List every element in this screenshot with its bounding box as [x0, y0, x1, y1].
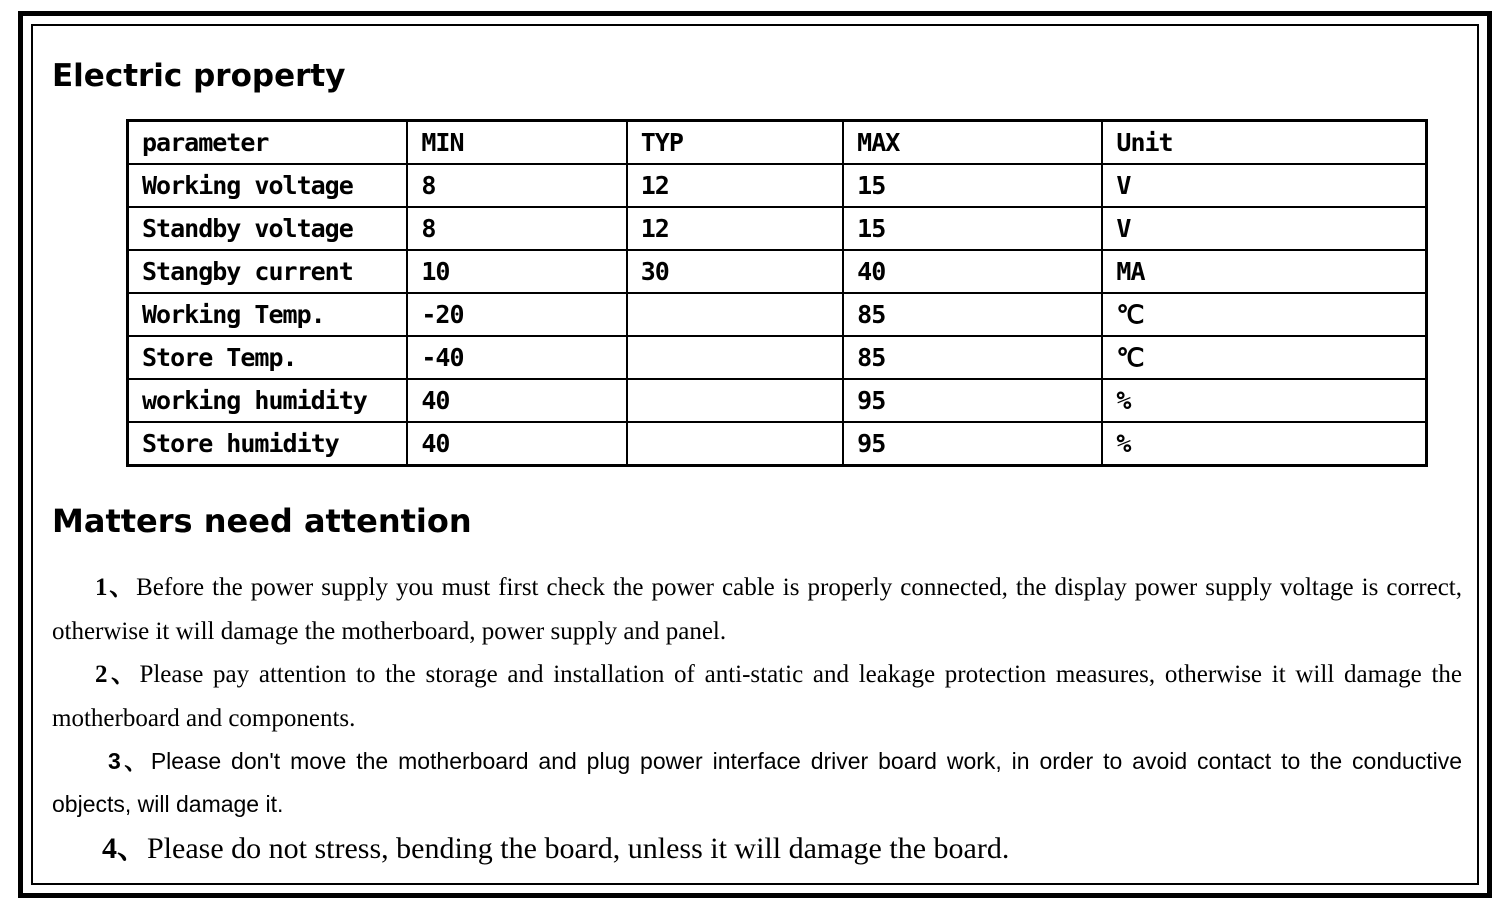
cell-typ: 12: [627, 207, 843, 250]
cell-typ: 12: [627, 164, 843, 207]
electric-property-table: [126, 119, 1428, 467]
cell-max: 85: [843, 293, 1102, 336]
cell-min: 8: [407, 207, 626, 250]
cell-min: 40: [407, 379, 626, 422]
cell-unit: %: [1102, 379, 1426, 422]
table-row: [128, 164, 1427, 207]
cell-min: 40: [407, 422, 626, 466]
cell-parameter: Standby voltage: [128, 207, 408, 250]
cell-parameter: Working Temp.: [128, 293, 408, 336]
attention-notes: [52, 566, 1462, 872]
header-max: MAX: [843, 121, 1102, 165]
cell-max: 15: [843, 207, 1102, 250]
cell-min: -40: [407, 336, 626, 379]
table-row: [128, 293, 1427, 336]
note-item: [52, 566, 1462, 653]
cell-max: 95: [843, 422, 1102, 466]
cell-max: 40: [843, 250, 1102, 293]
table-row: [128, 207, 1427, 250]
cell-unit: ℃: [1102, 336, 1426, 379]
note-number: 4、: [102, 832, 147, 865]
cell-max: 85: [843, 336, 1102, 379]
cell-typ: [627, 293, 843, 336]
cell-unit: MA: [1102, 250, 1426, 293]
cell-unit: ℃: [1102, 293, 1426, 336]
note-number: 3、: [108, 748, 151, 774]
cell-unit: V: [1102, 207, 1426, 250]
cell-unit: %: [1102, 422, 1426, 466]
cell-max: 95: [843, 379, 1102, 422]
cell-parameter: Store humidity: [128, 422, 408, 466]
matters-need-attention-heading: Matters need attention: [52, 502, 472, 540]
cell-unit: V: [1102, 164, 1426, 207]
cell-typ: [627, 336, 843, 379]
cell-typ: [627, 379, 843, 422]
cell-parameter: Working voltage: [128, 164, 408, 207]
table-row: [128, 379, 1427, 422]
cell-parameter: Store Temp.: [128, 336, 408, 379]
cell-min: -20: [407, 293, 626, 336]
electric-property-heading: Electric property: [52, 58, 346, 94]
table-row: [128, 336, 1427, 379]
header-min: MIN: [407, 121, 626, 165]
note-text: Please do not stress, bending the board, unless it will damage the board.: [147, 832, 1010, 865]
header-typ: TYP: [627, 121, 843, 165]
note-number: 2、: [95, 661, 140, 688]
note-text: Please pay attention to the storage and installation of anti-static and leakage protection measures, otherwise it will damage the motherboard and components.: [52, 661, 1462, 732]
cell-max: 15: [843, 164, 1102, 207]
header-unit: Unit: [1102, 121, 1426, 165]
table-row: [128, 422, 1427, 466]
header-parameter: parameter: [128, 121, 408, 165]
note-number: 1、: [95, 574, 137, 601]
cell-typ: [627, 422, 843, 466]
note-item: [52, 826, 1462, 872]
note-text: Before the power supply you must first check the power cable is properly connected, the display power supply voltage is correct, otherwise it will damage the motherboard, power supply and panel.: [52, 574, 1462, 645]
cell-min: 8: [407, 164, 626, 207]
cell-min: 10: [407, 250, 626, 293]
note-item: [52, 740, 1462, 826]
cell-parameter: Stangby current: [128, 250, 408, 293]
note-text: Please don't move the motherboard and plug power interface driver board work, in order to avoid contact to the conductive objects, will damage it.: [52, 748, 1462, 817]
cell-parameter: working humidity: [128, 379, 408, 422]
table-row: [128, 250, 1427, 293]
table-header-row: [128, 121, 1427, 165]
note-item: [52, 653, 1462, 740]
cell-typ: 30: [627, 250, 843, 293]
